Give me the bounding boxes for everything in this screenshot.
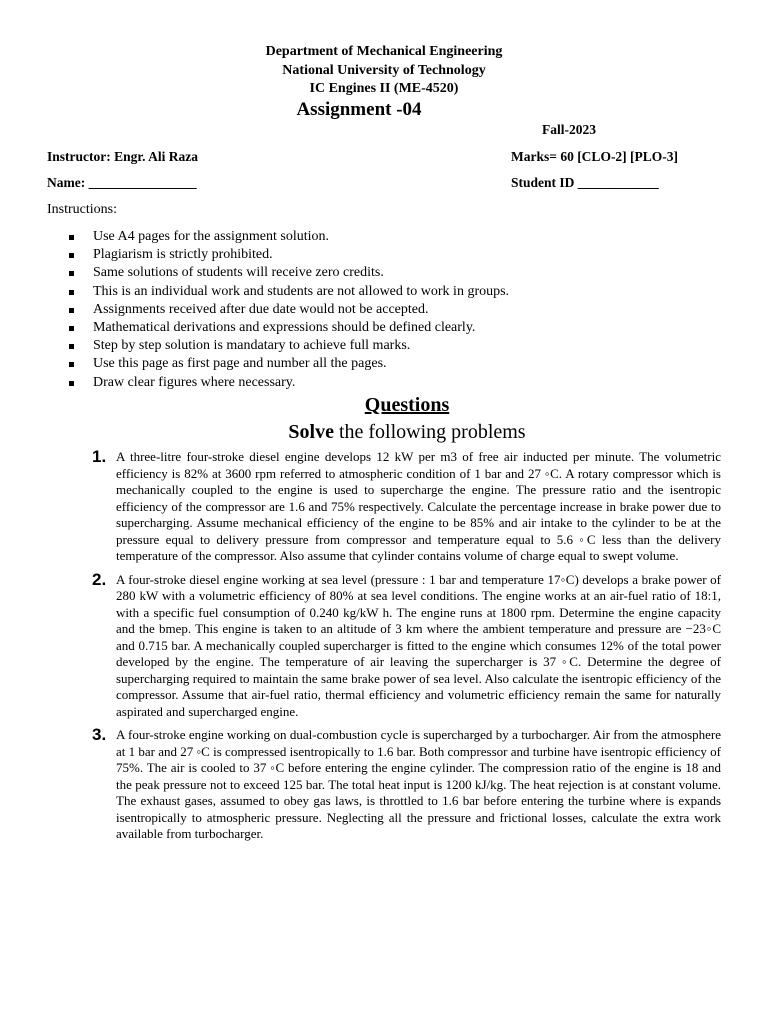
instructions-list — [69, 228, 509, 392]
bullet-square-icon — [69, 235, 74, 240]
questions-subheading — [0, 419, 768, 445]
question-number: 2. — [92, 569, 107, 589]
instruction-item — [69, 246, 509, 264]
marks-label: Marks= 60 [CLO-2] [PLO-3] — [511, 149, 679, 164]
bullet-square-icon — [69, 362, 74, 367]
instruction-text: Mathematical derivations and expressions should be defined clearly. — [93, 320, 476, 336]
department-name: Department of Mechanical Engineering — [265, 44, 503, 59]
instruction-text: Step by step solution is mandatary to achieve full marks. — [93, 338, 411, 354]
student-id-field: Student ID ____________ — [511, 175, 659, 190]
bullet-square-icon — [69, 344, 74, 349]
bullet-square-icon — [69, 253, 74, 258]
question-text: A four-stroke engine working on dual-combustion cycle is supercharged by a turbocharger. Air from the atmosphere at 1 bar and 27 ◦C is compressed isentropically to 1.6 bar. Both compressor and turbine have isentropic efficiency of 75%. The air is cooled to 37 ◦C before entering the engine cylinder. The compression ratio of the engine is 18 and the peak pressure not to exceed 125 bar. The total heat input is 1200 kJ/kg. The heat rejection is at constant volume. The exhaust gases, assumed to obey gas laws, is throttled to 1.6 bar before entering the turbine where is expands isentropically to atmospheric pressure. Neglecting all the pressure and frictional losses, calculate the extra work available from turbocharger. — [116, 727, 721, 841]
instruction-text: Assignments received after due date would not be accepted. — [93, 301, 429, 317]
question-item — [92, 727, 721, 843]
instructor-label: Instructor: Engr. Ali Raza — [47, 149, 198, 164]
question-item — [92, 569, 721, 721]
bullet-square-icon — [69, 381, 74, 386]
instruction-item — [69, 319, 509, 337]
instructions-heading: Instructions: — [47, 202, 117, 217]
university-name: National University of Technology — [282, 63, 486, 78]
subheading-rest: the following problems — [333, 421, 526, 443]
instruction-item — [69, 374, 509, 392]
instruction-text: Use this page as first page and number all the pages. — [93, 356, 387, 372]
instruction-item — [69, 337, 509, 355]
instruction-item — [69, 228, 509, 246]
instruction-item — [69, 301, 509, 319]
question-number: 1. — [92, 447, 107, 466]
bullet-square-icon — [69, 308, 74, 313]
instruction-item — [69, 264, 509, 282]
questions-heading-text: Questions — [364, 394, 450, 416]
bullet-square-icon — [69, 271, 74, 276]
bullet-square-icon — [69, 326, 74, 331]
instruction-text: Plagiarism is strictly prohibited. — [93, 247, 273, 263]
name-field: Name: ________________ — [47, 175, 197, 190]
question-number: 3. — [92, 725, 107, 744]
bullet-square-icon — [69, 290, 74, 295]
instruction-text: This is an individual work and students are not allowed to work in groups. — [93, 283, 510, 299]
term-label: Fall-2023 — [542, 122, 596, 137]
questions-list — [92, 449, 721, 850]
assignment-title: Assignment -04 — [296, 99, 422, 120]
instruction-text: Use A4 pages for the assignment solution. — [93, 229, 330, 244]
question-item — [92, 449, 721, 565]
instruction-item — [69, 283, 509, 301]
subheading-bold-word: Solve — [288, 421, 334, 443]
question-text: A three-litre four-stroke diesel engine develops 12 kW per m3 of free air inducted per minute. The volumetric efficiency is 82% at 3600 rpm referred to atmospheric condition of 1 bar and 27 ◦C. A rotary compressor which is mechanically coupled to the engine is used to supercharge the engine. The pressure ratio and the isentropic efficiency of the compressor are 1.6 and 75% respectively. Calculate the percentage increase in brake power due to supercharging. Assume mechanical efficiency of the engine to be 85% and air intake to the cylinder to be at the pressure equal to delivery pressure from compressor and temperature equal to 5.6 ◦C less than the delivery temperature of the compressor. Also assume that cylinder contains volume of charge equal to swept volume. — [116, 449, 721, 563]
questions-heading — [0, 392, 768, 418]
instruction-text: Draw clear figures where necessary. — [93, 374, 296, 390]
instruction-item — [69, 355, 509, 373]
question-text: A four-stroke diesel engine working at sea level (pressure : 1 bar and temperature 17◦C) develops a brake power of 280 kW with a volumetric efficiency of 80% at sea level conditions. The engine works at an air-fuel ratio of 18:1, with a specific fuel consumption of 0.240 kg/kW h. The engine runs at 1800 rpm. Determine the engine capacity and the bmep. This engine is taken to an altitude of 3 km where the ambient temperature and pressure are −23◦C and 0.715 bar. A mechanically coupled supercharger is fitted to the engine which consumes 12% of the total power developed by the engine. The temperature of air leaving the supercharger is 37 ◦C. Determine the degree of supercharging required to maintain the same brake power of sea level. Also calculate the isentropic efficiency of the compressor. Assume that air-fuel ratio, thermal efficiency and volumetric efficiency remain the same for naturally aspirated and supercharged engine. — [116, 571, 721, 719]
course-title: IC Engines II (ME-4520) — [309, 81, 459, 96]
instruction-text: Same solutions of students will receive zero credits. — [93, 265, 384, 281]
